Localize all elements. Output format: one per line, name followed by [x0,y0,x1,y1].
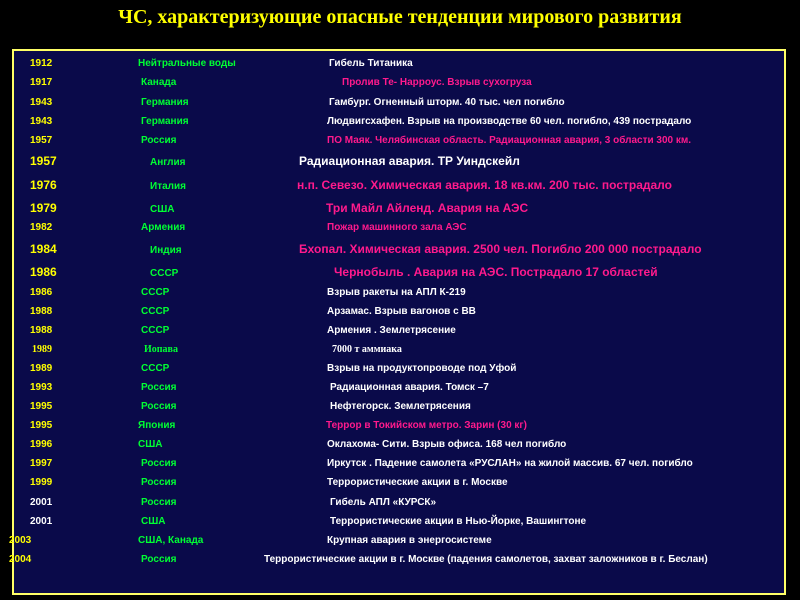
country: Россия [141,135,177,146]
year: 1982 [30,222,53,233]
year: 1984 [30,242,57,256]
year: 1997 [30,458,53,469]
event: Радиационная авария. ТР Уиндскейл [299,154,520,168]
country: Италия [150,181,186,192]
event: Радиационная авария. Томск –7 [330,382,489,393]
year: 1986 [30,287,53,298]
event: Гибель АПЛ «КУРСК» [330,497,437,508]
year: 1989 [32,344,52,355]
country: СССР [141,287,170,298]
event: Гибель Титаника [329,58,413,69]
year: 1996 [30,439,53,450]
year: 1957 [30,135,53,146]
country: Россия [141,497,177,508]
event: н.п. Севезо. Химическая авария. 18 кв.км. 200 тыс. пострадало [297,178,672,192]
year: 2004 [9,554,32,565]
year: 1979 [30,201,57,215]
event: Армения . Землетрясение [327,325,456,336]
event: Людвигсхафен. Взрыв на производстве 60 чел. погибло, 439 пострадало [327,116,692,127]
year: 1993 [30,382,53,393]
event: Взрыв на продуктопроводе под Уфой [327,363,517,374]
country: Россия [141,382,177,393]
year: 1995 [30,401,53,412]
event: 7000 т аммиака [332,344,402,355]
country: Армения [141,222,186,233]
year: 1988 [30,325,53,336]
event: Террористические акции в г. Москве (падения самолетов, захват заложников в г. Беслан) [264,554,708,565]
country: Россия [141,401,177,412]
country: СССР [141,325,170,336]
event: Террор в Токийском метро. Зарин (30 кг) [326,420,527,431]
country: США [138,439,163,450]
events-panel [12,49,786,595]
country: Россия [141,554,177,565]
year: 1988 [30,306,53,317]
event: Террористические акции в г. Москве [327,477,508,488]
country: Иопава [144,344,178,355]
year: 1976 [30,178,57,192]
event: Оклахома- Сити. Взрыв офиса. 168 чел погибло [327,439,567,450]
event: Иркутск . Падение самолета «РУСЛАН» на жилой массив. 67 чел. погибло [327,458,693,469]
event: Террористические акции в Нью-Йорке, Вашингтоне [330,516,587,527]
year: 2003 [9,535,32,546]
year: 1943 [30,97,53,108]
country: СССР [141,363,170,374]
event: Три Майл Айленд. Авария на АЭС [326,201,529,215]
country: Индия [150,245,182,256]
year: 2001 [30,516,53,527]
year: 1912 [30,58,53,69]
year: 1989 [30,363,53,374]
event: Чернобыль . Авария на АЭС. Пострадало 17 областей [334,265,658,279]
country: США [141,516,166,527]
event: Крупная авария в энергосистеме [327,535,492,546]
country: Канада [141,77,177,88]
country: Германия [141,97,189,108]
event: Пожар машинного зала АЭС [327,222,467,233]
country: США, Канада [138,535,204,546]
country: Нейтральные воды [138,58,236,69]
event: Пролив Те- Нарроус. Взрыв сухогруза [342,77,532,88]
event: Арзамас. Взрыв вагонов с ВВ [327,306,476,317]
country: СССР [150,268,179,279]
year: 1957 [30,154,57,168]
year: 1999 [30,477,53,488]
year: 1986 [30,265,57,279]
year: 1995 [30,420,53,431]
event: Гамбург. Огненный шторм. 40 тыс. чел погибло [329,97,565,108]
event: Взрыв ракеты на АПЛ К-219 [327,287,466,298]
year: 1943 [30,116,53,127]
country: Россия [141,477,177,488]
country: Япония [138,420,176,431]
country: США [150,204,175,215]
page-title: ЧС, характеризующие опасные тенденции мирового развития [118,6,682,28]
year: 1917 [30,77,53,88]
year: 2001 [30,497,53,508]
event: ПО Маяк. Челябинская область. Радиационная авария, 3 области 300 км. [327,135,692,146]
country: Россия [141,458,177,469]
country: СССР [141,306,170,317]
country: Англия [150,157,186,168]
event: Нефтегорск. Землетрясения [330,401,471,412]
event: Бхопал. Химическая авария. 2500 чел. Погибло 200 000 пострадало [299,242,702,256]
country: Германия [141,116,189,127]
